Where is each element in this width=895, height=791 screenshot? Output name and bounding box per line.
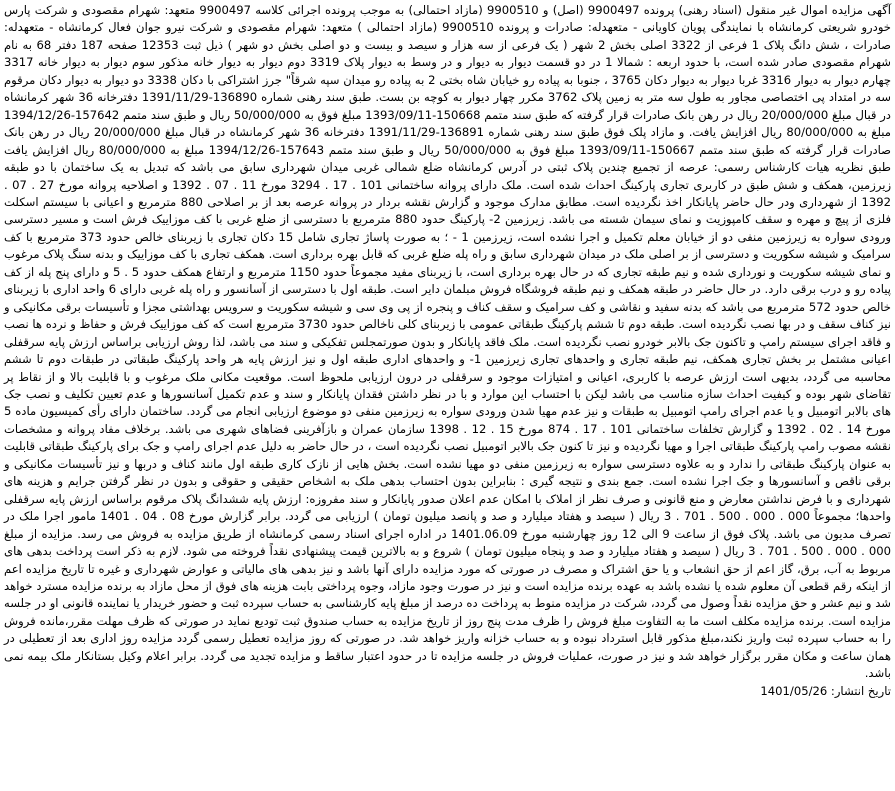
auction-notice-text: آگهی مزایده اموال غیر منقول (اسناد رهنی) پرونده 9900497 (اصل) و 9900510 (مازاد احتمالی) به موجب پرونده اجرائی کلاسه 9900497 متعهد: شهرام مقصودی و شرکت پارس خودرو شریعتی کرمانشاه با نمایندگی پویان کاویانی - متعهدله: صادرات و پرونده 9900510 (مازاد احتمالی ) متعهد: شهرام مقصودی و شرکت نیرو جوان فعال کرمانشاه - متعهدله: صادرات ، شش دانگ پلاک 1 فرعی از 3322 اصلی بخش 2 شهر ( یک فرعی از سه هزار و سیصد و بیست و دو اصلی بخش دو شهر ) ذیل ثبت 12353 صفحه 187 دفتر 68 به نام شهرام مقصودی صادر شده است، با حدود اربعه : شمالا 1 در دو قسمت دیوار به دیوار و در وسط به دیوار پلاک 3319 دوم دیوار به دیوار خانه مذکور سوم دیوار به دیوار خانه 3317 چهارم دیوار به دیوار 3316 غربا دیوار به دیوار دکان 3765 ، جنوبا به پیاده رو خیابان شاه بختی 2 به پیاده رو میدان سپه شرقاً" جرز اشتراکی با دکان 3338 دو دیوار به دیوار دکان مرقوم سه در امتداد پی اختصاصی مجاور به طول سه متر به زمین پلاک 3762 مکرر چهار دیوار به کوچه بن بست. طبق سند رهنی شماره 136890-1391/11/29 دفترخانه 36 شهر کرمانشاه در قبال مبلغ 20/000/000 ریال در رهن بانک صادرات قرار گرفته که طبق سند متمم 150668-1393/09/11 مبلغ فوق به 50/000/000 ریال و طبق سند متمم 157642-1394/12/26 مبلغ به 80/000/000 ریال افزایش یافت. و مازاد پلک فوق طبق سند رهنی شماره 136891-1391/11/29 دفترخانه 36 شهر کرمانشاه در قبال مبلغ 20/000/000 ریال در رهن بانک صادرات قرار گرفته که طبق سند متمم 150667-1393/09/11 مبلغ فوق به 50/000/000 ریال و طبق سند متمم 157643-1394/12/26 مبلغ به 80/000/000 ریال افزایش یافت طبق نظریه هیات کارشناس رسمی: عرصه از تجمیع چندین پلاک ثبتی در آدرس کرمانشاه ضلع شمالی غربی میدان شهرداری سابق می باشد که تبدیل به یک ساختمان با دو طبقه زیرزمین، همکف و شش طبق در کاربری تجاری پارکینگ احداث شده است. ملک دارای پروانه ساختمانی 101 . 17 . 3294 مورخ 11 . 07 . 1392 و اصلاحیه پروانه مورخ 27 . 07 . 1392 از شهرداری ودر حال حاضر پایانکار اخذ نگردیده است. مطابق مدارک موجود و گزارش نقشه بردار در پروانه عرصه بعد از بر اصلاحی 880 مترمربع و اعیانی با سیستم اسکلت فلزی از پیچ و مهره و سقف کامپوزیت و نمای سیمان شسته می باشد. زیرزمین 2- پارکینگ حدود 880 مترمربع با دسترسی از ضلع غربی با کف موزاییک فرش است و مسیر دسترسی ورودی سواره به زیرزمین منفی دو از خیابان معلم تکمیل و اجرا نشده است، زیرزمین 1 - ؛ به صورت پاساژ تجاری شامل 15 دکان تجاری با زیربنای خالص حدود 373 مترمربع با کف سرامیک و شیشه سکوریت و دسترسی از بر اصلی ملک در میدان شهرداری سابق و راه پله ضلع غربی که قابل بهره برداری است. همکف تجاری با کف موزاییک و بدنه سنگ پلاک مرغوب و نمای شیشه سکوریت و نورداری شده و نیم طبقه تجاری که در حال بهره برداری است، با زیربنای مفید مجموعاً حدود 1150 مترمربع و ارتفاع همکف حدود 5 . 5 و دارای پنج پله از کف پیاده رو و درب برقی دارد. در حال حاضر در طبقه همکف و نیم طبقه فروشگاه فروش مبلمان دایر است. طبقه اول با دسترسی از آسانسور و راه پله غربی دارای 6 واحد اداری با زیربنای خالص حدود 572 مترمربع می باشد که بدنه سفید و نقاشی و کف سرامیک و سقف کناف و پنجره از پی وی سی و شیشه سکوریت و سرویس بهداشتی مجزا و تأسیسات برقی مکانیکی و نیز کناف سقف و در بها نصب نگردیده است. طبقه دوم تا ششم پارکینگ طبقاتی عمومی با زیربنای کلی ناخالص حدود 3730 مترمربع است که کف موزاییک فرش و حفاظ و نرده ها نصب و فاقد اجرای سیستم رامپ و تاکنون جک بالابر خودرو نصب نگردیده است. ملک فاقد پایانکار و بدون صورتمجلس تفکیکی و سند می باشد، لذا روش ارزیابی براساس ارزش پایه سرقفلی اعیانی مشتمل بر بخش تجاری همکف، نیم طبقه تجاری و واحدهای تجاری زیرزمین 1- و واحدهای اداری طبقه اول و نیز ارزش پایه هر واحد پارکینگ طبقاتی در طبقات دوم تا ششم محاسبه می گردد، بدیهی است ارزش عرصه با کاربری، اعیانی و امتیازات موجود و سرقفلی در درون ارزیابی ملحوظ است. موقعیت مکانی ملک مرغوب و با قابلیت بالا و از نقاط پر تقاضای شهر بوده و کیفیت احداث سازه مناسب می باشد لیکن با احتساب این موارد و با در نظر داشتن فقدان پایانکار و سند و عدم تکمیل آسانسورها و عدم تعیین تکلیف و نصب جک های بالابر اتومبیل و یا عدم اجرای رامپ اتومبیل به طبقات و نیز عدم مهیا شدن ورودی سواره به زیرزمین منفی دو موضوع ارزیابی انجام می گردد. ساختمان دارای رأی کمیسیون ماده 5 مورخ 14 . 02 . 1392 و گزارش تخلفات ساختمانی 101 . 17 . 874 مورخ 15 . 12 . 1398 سازمان عمران و بازآفرینی فضاهای شهری می باشد. برخلاف مفاد پروانه و مشخصات نقشه مصوب رامپ پارکینگ طبقاتی اجرا و مهیا نگردیده و نیز تا کنون جک بالابر اتومبیل نصب نگردیده است ، در حال حاضر به دلیل عدم اجرای رامپ و جک برای پارکینگ طبقاتی قابلیت به عنوان پارکینگ طبقاتی را ندارد و به علاوه دسترسی سواره به زیرزمین منفی دو مهیا نشده است. بخش هایی از نازک کاری طبقه اول مانند کناف و دربها و نیز تأسیسات مکانیکی و برقی ناقص و آسانسورها و جک اجرا نشده است. جمع بندی و نتیجه گیری : بنابراین بدون احتساب بدهی ملک به اشخاص حقیقی و حقوقی و بدون در نظر گرفتن جرایم و هزینه های شهرداری و با فرض نداشتن معارض و منع قانونی و صرف نظر از املاک با امکان عدم اعلان صدور پایانکار و سند مفروزه: ارزش پایه ششدانگ پلاک مرقوم براساس ارزش پایه سرقفلی واحدها؛ مجموعاً 000 . 000 . 500 . 701 . 3 ریال ( سیصد و هفتاد میلیارد و صد و پانصد میلیون تومان ) ارزیابی می گردد. برابر گزارش مورخ 08 . 04 . 1401 مامور اجرا ملک در تصرف مدیون می باشد. پلاک فوق از ساعت 9 الی 12 روز چهارشنبه مورخ 1401.06.09 در اداره اجرای اسناد رسمی کرمانشاه از طریق مزایده به فروش می رسد. مزایده از مبلغ 000 . 000 . 500 . 701 . 3 ریال ( سیصد و هفتاد میلیارد و صد و پنجاه میلیون تومان ) شروع و به بالاترین قیمت پیشنهادی نقداً فروخته می شود. لازم به ذکر است پرداخت بدهی های مربوط به آب، برق، گاز اعم از حق انشعاب و یا حق اشتراک و مصرف در صورتی که مورد مزایده دارای آنها باشد و نیز بدهی های مالیاتی و عوارض شهرداری و غیره تا تاریخ مزایده اعم از اینکه رقم قطعی آن معلوم شده یا نشده باشد به عهده برنده مزایده است و نیز در صورت وجود مازاد، وجوه پرداختی بابت هزینه های فوق از محل مازاد به برنده مزایده مسترد خواهد شد و نیم عشر و حق مزایده نقداً وصول می گردد، شرکت در مزایده منوط به پرداخت ده درصد از مبلغ پایه کارشناسی به حساب سپرده ثبت و حضور خریدار یا نماینده قانونی او در جلسه مزایده است. برنده مزایده مکلف است ما به التفاوت مبلغ فروش را ظرف مدت پنج روز از تاریخ مزایده به حساب صندوق ثبت تودیع نماید در صورتی که ظرف مهلت مقرر،مانده فروش را به حساب سپرده ثبت واریز نکند،مبلغ مذکور قابل استرداد نبوده و به حساب خزانه واریز خواهد شد. در صورتی که روز مزایده تعطیل رسمی گردد مزایده روز اداری بعد از تعطیلی در همان ساعت و مکان مقرر برگزار خواهد شد و نیز در صورت، عملیات فروش در جلسه مزایده تا در حدود اعتبار ساقط و مزایده تجدید می گردد. برابر اعلام وکیل بستانکار ملک بیمه نمی باشد.: [4, 3, 892, 681]
publication-date: تاریخ انتشار: 1401/05/26: [760, 683, 891, 698]
